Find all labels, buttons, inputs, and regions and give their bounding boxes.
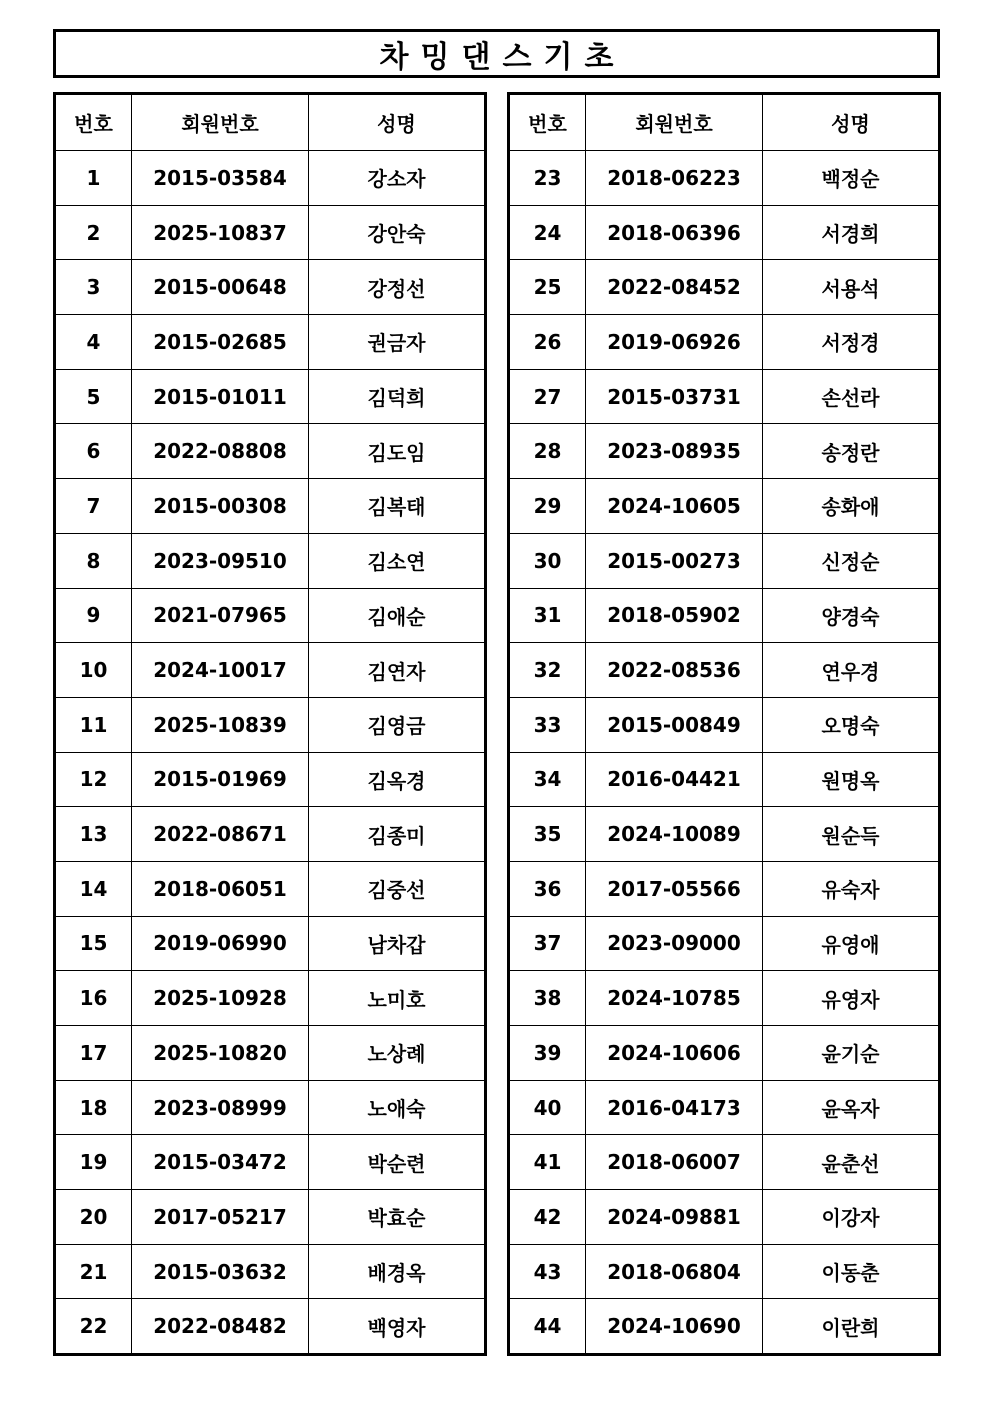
table-row [55, 643, 486, 698]
cell-name: 김도임 [309, 424, 486, 479]
cell-member-id: 2024-10785 [586, 971, 763, 1026]
cell-no: 31 [509, 588, 586, 643]
cell-no: 2 [55, 205, 132, 260]
cell-name: 김종미 [309, 807, 486, 862]
cell-member-id: 2016-04173 [586, 1080, 763, 1135]
table-row [55, 807, 486, 862]
cell-name: 신정순 [763, 533, 940, 588]
cell-no: 34 [509, 752, 586, 807]
cell-no: 11 [55, 697, 132, 752]
cell-name: 김영금 [309, 697, 486, 752]
cell-member-id: 2024-10017 [132, 643, 309, 698]
cell-no: 16 [55, 971, 132, 1026]
cell-name: 서용석 [763, 260, 940, 315]
cell-name: 송화애 [763, 479, 940, 534]
header-no: 번호 [55, 94, 132, 151]
cell-no: 42 [509, 1190, 586, 1245]
table-row [509, 752, 940, 807]
table-row [509, 1080, 940, 1135]
cell-no: 14 [55, 861, 132, 916]
cell-member-id: 2023-08999 [132, 1080, 309, 1135]
cell-name: 원순득 [763, 807, 940, 862]
table-row [509, 260, 940, 315]
cell-no: 33 [509, 697, 586, 752]
cell-no: 27 [509, 369, 586, 424]
cell-no: 43 [509, 1244, 586, 1299]
cell-no: 10 [55, 643, 132, 698]
table-row [509, 1190, 940, 1245]
cell-no: 18 [55, 1080, 132, 1135]
cell-name: 배경옥 [309, 1244, 486, 1299]
header-name: 성명 [309, 94, 486, 151]
table-row [55, 205, 486, 260]
cell-member-id: 2015-00308 [132, 479, 309, 534]
table-row [509, 697, 940, 752]
table-row [509, 1135, 940, 1190]
cell-name: 김중선 [309, 861, 486, 916]
table-row [55, 260, 486, 315]
table-row [55, 1299, 486, 1355]
cell-member-id: 2015-00849 [586, 697, 763, 752]
cell-member-id: 2015-03584 [132, 151, 309, 206]
cell-name: 서정경 [763, 315, 940, 370]
cell-member-id: 2015-01011 [132, 369, 309, 424]
cell-name: 오명숙 [763, 697, 940, 752]
roster-table-right [507, 92, 941, 1356]
cell-member-id: 2022-08536 [586, 643, 763, 698]
cell-name: 백영자 [309, 1299, 486, 1355]
table-row [55, 424, 486, 479]
cell-name: 남차갑 [309, 916, 486, 971]
cell-no: 44 [509, 1299, 586, 1355]
cell-member-id: 2018-05902 [586, 588, 763, 643]
cell-member-id: 2024-10690 [586, 1299, 763, 1355]
cell-no: 21 [55, 1244, 132, 1299]
cell-name: 노애숙 [309, 1080, 486, 1135]
roster-body-left [55, 151, 486, 1355]
cell-member-id: 2025-10837 [132, 205, 309, 260]
table-row [509, 424, 940, 479]
table-row [509, 643, 940, 698]
table-row [509, 588, 940, 643]
cell-no: 7 [55, 479, 132, 534]
cell-no: 38 [509, 971, 586, 1026]
cell-member-id: 2023-09000 [586, 916, 763, 971]
cell-name: 김옥경 [309, 752, 486, 807]
cell-member-id: 2022-08671 [132, 807, 309, 862]
cell-no: 25 [509, 260, 586, 315]
cell-no: 28 [509, 424, 586, 479]
cell-name: 윤옥자 [763, 1080, 940, 1135]
cell-no: 5 [55, 369, 132, 424]
cell-no: 19 [55, 1135, 132, 1190]
cell-name: 김애순 [309, 588, 486, 643]
table-row [55, 588, 486, 643]
cell-name: 김연자 [309, 643, 486, 698]
cell-name: 노미호 [309, 971, 486, 1026]
cell-member-id: 2015-03472 [132, 1135, 309, 1190]
cell-member-id: 2017-05217 [132, 1190, 309, 1245]
cell-member-id: 2016-04421 [586, 752, 763, 807]
cell-no: 32 [509, 643, 586, 698]
cell-name: 강소자 [309, 151, 486, 206]
header-row [55, 94, 486, 151]
cell-member-id: 2023-09510 [132, 533, 309, 588]
cell-no: 22 [55, 1299, 132, 1355]
cell-name: 유영애 [763, 916, 940, 971]
cell-member-id: 2023-08935 [586, 424, 763, 479]
table-row [509, 315, 940, 370]
cell-member-id: 2025-10839 [132, 697, 309, 752]
cell-member-id: 2018-06396 [586, 205, 763, 260]
cell-name: 윤기순 [763, 1026, 940, 1081]
cell-no: 8 [55, 533, 132, 588]
cell-no: 36 [509, 861, 586, 916]
table-row [509, 479, 940, 534]
cell-name: 송정란 [763, 424, 940, 479]
cell-name: 이동춘 [763, 1244, 940, 1299]
table-row [55, 1135, 486, 1190]
cell-member-id: 2022-08482 [132, 1299, 309, 1355]
table-row [509, 861, 940, 916]
table-row [509, 151, 940, 206]
cell-no: 39 [509, 1026, 586, 1081]
cell-no: 3 [55, 260, 132, 315]
page-title: 차밍댄스기초 [379, 39, 626, 75]
cell-name: 양경숙 [763, 588, 940, 643]
cell-member-id: 2017-05566 [586, 861, 763, 916]
cell-no: 35 [509, 807, 586, 862]
cell-name: 연우경 [763, 643, 940, 698]
table-row [55, 1080, 486, 1135]
cell-no: 13 [55, 807, 132, 862]
cell-no: 12 [55, 752, 132, 807]
cell-member-id: 2015-03731 [586, 369, 763, 424]
cell-name: 김복태 [309, 479, 486, 534]
cell-name: 노상례 [309, 1026, 486, 1081]
table-row [55, 697, 486, 752]
table-row [509, 1244, 940, 1299]
cell-member-id: 2015-01969 [132, 752, 309, 807]
table-row [55, 916, 486, 971]
title-box [53, 29, 940, 78]
cell-member-id: 2018-06223 [586, 151, 763, 206]
cell-name: 서경희 [763, 205, 940, 260]
cell-name: 백정순 [763, 151, 940, 206]
cell-no: 9 [55, 588, 132, 643]
table-row [55, 369, 486, 424]
table-row [509, 807, 940, 862]
cell-name: 권금자 [309, 315, 486, 370]
cell-member-id: 2015-02685 [132, 315, 309, 370]
cell-name: 유숙자 [763, 861, 940, 916]
header-member-id: 회원번호 [586, 94, 763, 151]
table-row [55, 533, 486, 588]
cell-member-id: 2022-08452 [586, 260, 763, 315]
table-row [509, 205, 940, 260]
table-row [509, 916, 940, 971]
cell-no: 1 [55, 151, 132, 206]
table-row [509, 971, 940, 1026]
cell-member-id: 2022-08808 [132, 424, 309, 479]
cell-name: 윤춘선 [763, 1135, 940, 1190]
cell-name: 유영자 [763, 971, 940, 1026]
table-row [509, 1299, 940, 1355]
header-name: 성명 [763, 94, 940, 151]
cell-name: 김소연 [309, 533, 486, 588]
table-row [55, 1026, 486, 1081]
cell-member-id: 2015-00273 [586, 533, 763, 588]
table-row [509, 533, 940, 588]
table-row [55, 861, 486, 916]
cell-member-id: 2024-10605 [586, 479, 763, 534]
table-row [55, 1244, 486, 1299]
cell-name: 이란희 [763, 1299, 940, 1355]
cell-name: 강정선 [309, 260, 486, 315]
cell-member-id: 2019-06990 [132, 916, 309, 971]
cell-name: 손선라 [763, 369, 940, 424]
cell-no: 30 [509, 533, 586, 588]
cell-name: 이강자 [763, 1190, 940, 1245]
cell-no: 6 [55, 424, 132, 479]
cell-member-id: 2019-06926 [586, 315, 763, 370]
header-member-id: 회원번호 [132, 94, 309, 151]
table-row [55, 1190, 486, 1245]
cell-no: 24 [509, 205, 586, 260]
cell-name: 원명옥 [763, 752, 940, 807]
cell-name: 박순련 [309, 1135, 486, 1190]
table-row [55, 971, 486, 1026]
cell-name: 김덕희 [309, 369, 486, 424]
cell-member-id: 2015-03632 [132, 1244, 309, 1299]
cell-name: 강안숙 [309, 205, 486, 260]
cell-member-id: 2024-10089 [586, 807, 763, 862]
cell-member-id: 2018-06804 [586, 1244, 763, 1299]
cell-no: 41 [509, 1135, 586, 1190]
table-row [509, 1026, 940, 1081]
cell-member-id: 2015-00648 [132, 260, 309, 315]
cell-no: 20 [55, 1190, 132, 1245]
cell-no: 17 [55, 1026, 132, 1081]
table-row [55, 479, 486, 534]
header-row [509, 94, 940, 151]
cell-member-id: 2024-10606 [586, 1026, 763, 1081]
cell-no: 29 [509, 479, 586, 534]
table-row [55, 752, 486, 807]
cell-no: 26 [509, 315, 586, 370]
roster-table-left [53, 92, 487, 1356]
table-row [55, 315, 486, 370]
roster-body-right [509, 151, 940, 1355]
cell-member-id: 2018-06007 [586, 1135, 763, 1190]
cell-no: 15 [55, 916, 132, 971]
header-no: 번호 [509, 94, 586, 151]
cell-name: 박효순 [309, 1190, 486, 1245]
cell-member-id: 2024-09881 [586, 1190, 763, 1245]
cell-no: 23 [509, 151, 586, 206]
cell-member-id: 2025-10820 [132, 1026, 309, 1081]
table-row [509, 369, 940, 424]
cell-member-id: 2018-06051 [132, 861, 309, 916]
cell-member-id: 2021-07965 [132, 588, 309, 643]
cell-no: 4 [55, 315, 132, 370]
cell-no: 40 [509, 1080, 586, 1135]
cell-no: 37 [509, 916, 586, 971]
table-row [55, 151, 486, 206]
cell-member-id: 2025-10928 [132, 971, 309, 1026]
